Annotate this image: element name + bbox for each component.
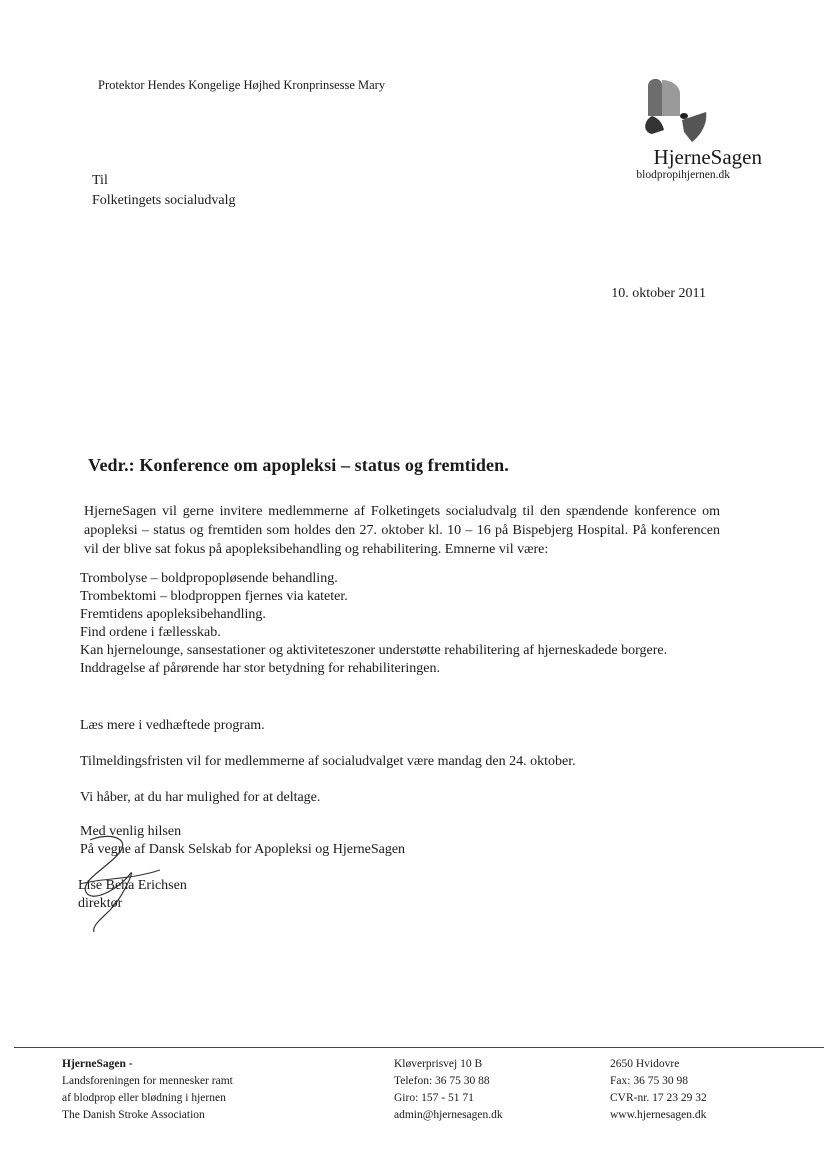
footer-city-column (610, 1056, 707, 1124)
footer-website: www.hjernesagen.dk (610, 1109, 707, 1121)
footer-line: af blodprop eller blødning i hjernen (62, 1092, 226, 1104)
footer-line: Landsforeningen for mennesker ramt (62, 1075, 233, 1087)
recipient-til: Til (92, 173, 108, 188)
footer-org-column (62, 1056, 233, 1124)
footer-line: Kløverprisvej 10 B (394, 1058, 483, 1070)
logo-url: blodpropihjernen.dk (636, 169, 730, 181)
letter-subject: Vedr.: Konference om apopleksi – status og fremtiden. (88, 455, 509, 475)
footer-line: CVR-nr. 17 23 29 32 (610, 1092, 707, 1104)
footer-brand: HjerneSagen - (62, 1058, 133, 1070)
logo-wordmark: HjerneSagen (653, 145, 762, 169)
list-item: Inddragelse af pårørende har stor betydning for rehabiliteringen. (80, 661, 440, 676)
intro-paragraph: HjerneSagen vil gerne invitere medlemmerne af Folketingets socialudvalg til den spændende konference om apopleksi – status og fremtiden som holdes den 27. oktober kl. 10 – 16 på Bispebjerg Hospital. På konferencen vil der blive sat fokus på apopleksibehandling og rehabilitering. Emnerne vil være: (84, 504, 720, 557)
program-paragraph: Læs mere i vedhæftede program. (80, 718, 265, 733)
footer-line: The Danish Stroke Association (62, 1109, 205, 1121)
hope-paragraph: Vi håber, at du har mulighed for at deltage. (80, 790, 321, 805)
footer-email: admin@hjernesagen.dk (394, 1109, 503, 1121)
letter-date: 10. oktober 2011 (611, 286, 706, 301)
recipient-name: Folketingets socialudvalg (92, 193, 236, 208)
list-item: Trombektomi – blodproppen fjernes via kateter. (80, 589, 348, 604)
topics-list (80, 570, 720, 678)
handwritten-signature (70, 830, 190, 940)
list-item: Kan hjernelounge, sansestationer og aktiviteteszoner understøtte rehabilitering af hjerneskadede borgere. (80, 643, 668, 658)
footer-divider (14, 1047, 824, 1048)
on-behalf: På vegne af Dansk Selskab for Apopleksi og HjerneSagen (80, 842, 406, 857)
signer-name: Lise Beha Erichsen (78, 878, 187, 893)
list-item: Trombolyse – boldpropopløsende behandling. (80, 571, 338, 586)
scan-artifact (0, 1010, 825, 1016)
footer-address-column (394, 1056, 503, 1124)
footer-line: Fax: 36 75 30 98 (610, 1075, 688, 1087)
greeting: Med venlig hilsen (80, 824, 182, 839)
deadline-paragraph: Tilmeldingsfristen vil for medlemmerne af socialudvalget være mandag den 24. oktober. (80, 754, 576, 769)
footer-line: 2650 Hvidovre (610, 1058, 680, 1070)
footer-line: Telefon: 36 75 30 88 (394, 1075, 490, 1087)
protector-line: Protektor Hendes Kongelige Højhed Kronprinsesse Mary (98, 78, 386, 92)
list-item: Find ordene i fællesskab. (80, 625, 221, 640)
signer-title: direktør (78, 896, 123, 911)
list-item: Fremtidens apopleksibehandling. (80, 607, 266, 622)
footer-line: Giro: 157 - 51 71 (394, 1092, 474, 1104)
